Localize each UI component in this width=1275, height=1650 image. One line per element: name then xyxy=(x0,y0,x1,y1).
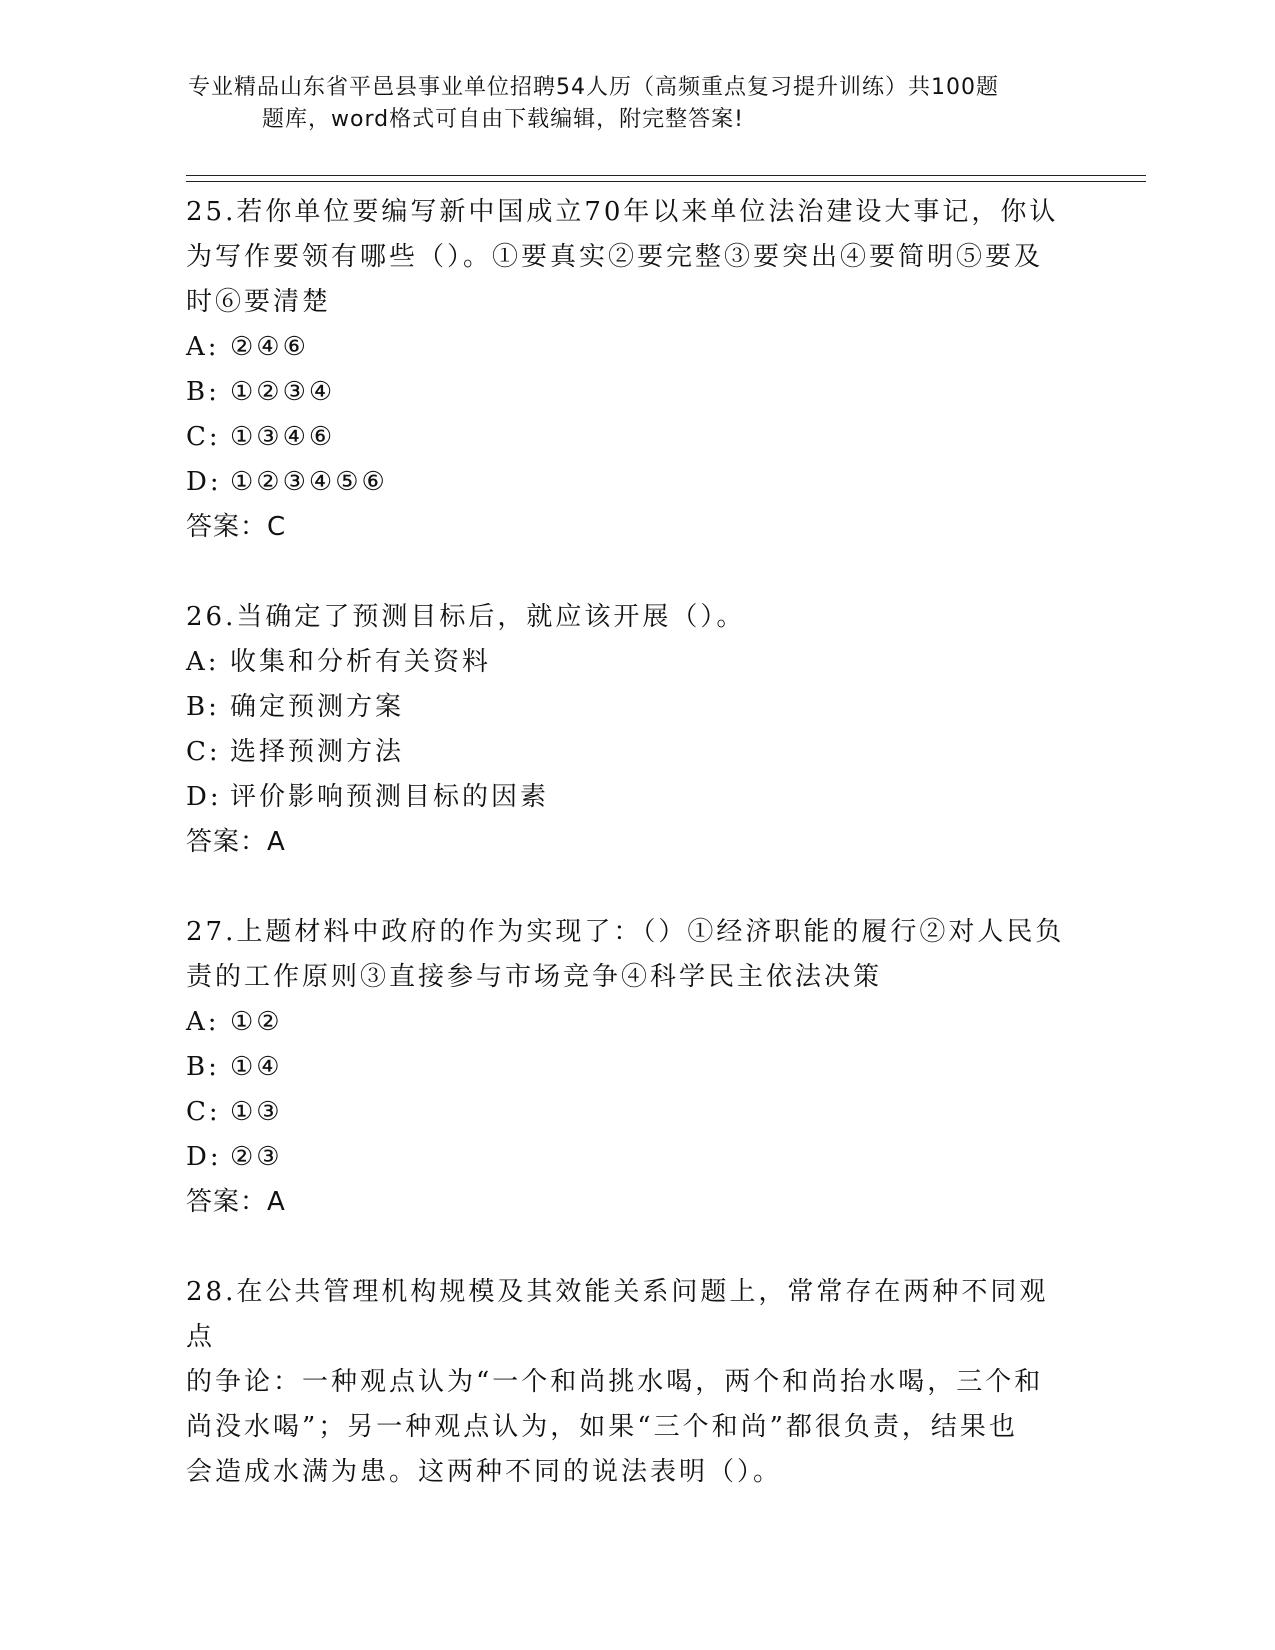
option-b xyxy=(186,1045,1076,1090)
question-stem-line: 责的工作原则③直接参与市场竞争④科学民主依法决策 xyxy=(186,962,883,992)
option-text: ①③ xyxy=(230,1097,283,1127)
option-label: D: xyxy=(186,782,222,812)
question-spacer xyxy=(186,1225,1076,1270)
document-header xyxy=(0,72,1275,136)
question-stem-line: 28.在公共管理机构规模及其效能关系问题上，常常存在两种不同观点 xyxy=(186,1277,1049,1352)
header-rule-top xyxy=(186,175,1146,176)
option-text: ②④⑥ xyxy=(230,332,309,362)
option-text: 选择预测方法 xyxy=(230,737,405,767)
option-text: ①③④⑥ xyxy=(230,422,336,452)
option-c xyxy=(186,730,1076,775)
header-line-1: 专业精品山东省平邑县事业单位招聘54人历（高频重点复习提升训练）共100题 xyxy=(188,75,999,100)
option-b xyxy=(186,370,1076,415)
option-label: C: xyxy=(186,422,221,452)
option-d xyxy=(186,1135,1076,1180)
option-label: B: xyxy=(186,1052,220,1082)
option-text: 收集和分析有关资料 xyxy=(230,647,492,677)
answer-line: 答案：A xyxy=(186,827,286,857)
option-text: ①② xyxy=(230,1007,283,1037)
question-stem-line: 会造成水满为患。这两种不同的说法表明（）。 xyxy=(186,1457,783,1487)
option-label: D: xyxy=(186,467,222,497)
header-line-2: 题库，word格式可自由下载编辑，附完整答案! xyxy=(262,107,744,132)
question-stem-line: 尚没水喝”；另一种观点认为，如果“三个和尚”都很负责，结果也 xyxy=(186,1412,1018,1442)
option-label: C: xyxy=(186,737,221,767)
question-stem-line: 26.当确定了预测目标后，就应该开展（）。 xyxy=(186,602,746,632)
option-text: ①②③④⑤⑥ xyxy=(230,467,388,497)
question-list xyxy=(186,190,1076,1495)
option-d xyxy=(186,775,1076,820)
option-label: A: xyxy=(186,1007,220,1037)
question-spacer xyxy=(186,865,1076,910)
option-d xyxy=(186,460,1076,505)
header-rule-bottom xyxy=(186,181,1146,182)
option-text: 评价影响预测目标的因素 xyxy=(230,782,550,812)
question-stem-line: 为写作要领有哪些（）。①要真实②要完整③要突出④要简明⑤要及 xyxy=(186,242,1044,272)
option-label: D: xyxy=(186,1142,222,1172)
question-spacer xyxy=(186,550,1076,595)
question-25 xyxy=(186,190,1076,550)
option-text: ①②③④ xyxy=(230,377,336,407)
option-c xyxy=(186,1090,1076,1135)
option-text: ②③ xyxy=(230,1142,283,1172)
question-27 xyxy=(186,910,1076,1225)
option-a xyxy=(186,325,1076,370)
option-label: A: xyxy=(186,647,220,677)
option-a xyxy=(186,640,1076,685)
option-c xyxy=(186,415,1076,460)
answer-line: 答案：C xyxy=(186,512,287,542)
option-label: A: xyxy=(186,332,220,362)
option-a xyxy=(186,1000,1076,1045)
option-text: 确定预测方案 xyxy=(230,692,405,722)
question-stem-line: 时⑥要清楚 xyxy=(186,287,332,317)
option-b xyxy=(186,685,1076,730)
question-stem-line: 25.若你单位要编写新中国成立70年以来单位法治建设大事记，你认 xyxy=(186,197,1059,227)
option-text: ①④ xyxy=(230,1052,283,1082)
question-26 xyxy=(186,595,1076,865)
option-label: B: xyxy=(186,377,220,407)
option-label: B: xyxy=(186,692,220,722)
answer-line: 答案：A xyxy=(186,1187,286,1217)
question-stem-line: 的争论：一种观点认为“一个和尚挑水喝，两个和尚抬水喝，三个和 xyxy=(186,1367,1044,1397)
option-label: C: xyxy=(186,1097,221,1127)
question-28 xyxy=(186,1270,1076,1495)
question-stem-line: 27.上题材料中政府的作为实现了：（）①经济职能的履行②对人民负 xyxy=(186,917,1065,947)
